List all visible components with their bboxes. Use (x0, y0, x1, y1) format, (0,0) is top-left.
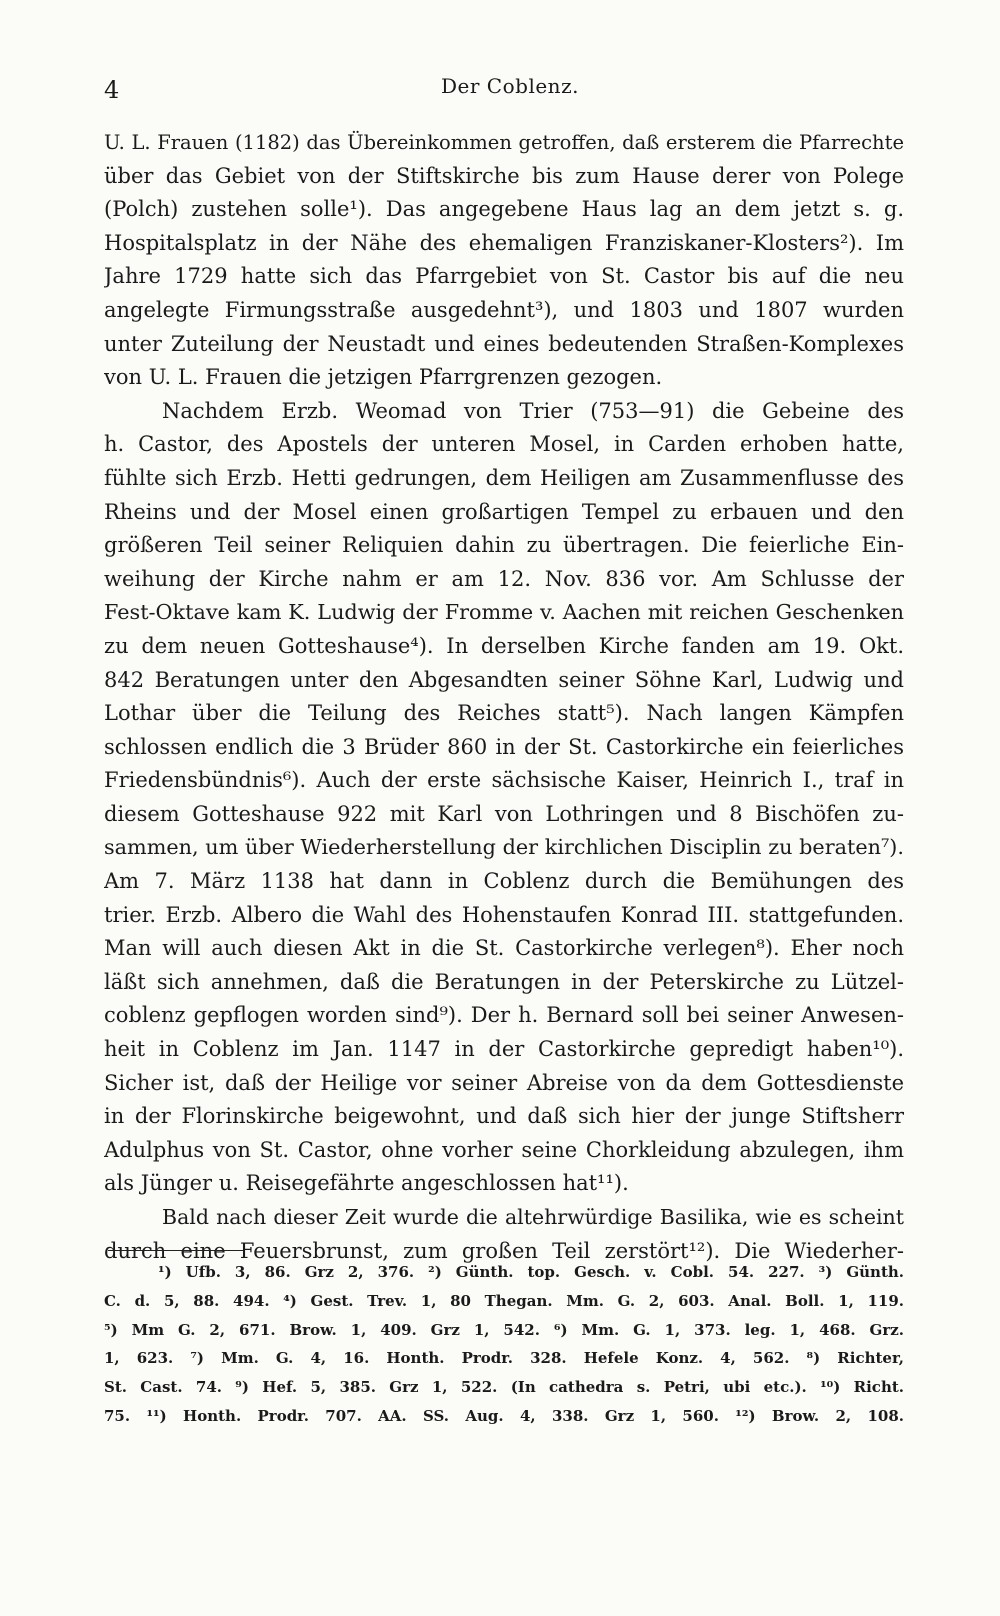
footnote-rule (108, 1250, 243, 1251)
body-line: Lothar über die Teilung des Reiches statt⁵). Nach langen Kämpfen (104, 701, 904, 726)
body-line: Hospitalsplatz in der Nähe des ehemaligen Franziskaner-Klosters²). Im (104, 230, 904, 255)
body-line: sammen, um über Wiederherstellung der kirchlichen Disciplin zu beraten⁷). (104, 835, 904, 860)
body-line: Bald nach dieser Zeit wurde die altehrwürdige Basilika, wie es scheint (162, 1205, 904, 1229)
body-line: h. Castor, des Apostels der unteren Mosel, in Carden erhoben hatte, (104, 432, 904, 457)
body-line: heit in Coblenz im Jan. 1147 in der Castorkirche gepredigt haben¹⁰). (104, 1037, 904, 1062)
body-line: fühlte sich Erzb. Hetti gedrungen, dem Heiligen am Zusammenflusse des (104, 465, 904, 490)
body-line: schlossen endlich die 3 Brüder 860 in der St. Castorkirche ein feierliches (104, 734, 904, 759)
body-line: Adulphus von St. Castor, ohne vorher seine Chorkleidung abzulegen, ihm (104, 1137, 904, 1162)
body-line: diesem Gotteshause 922 mit Karl von Lothringen und 8 Bischöfen zu- (104, 801, 904, 826)
body-line: U. L. Frauen (1182) das Übereinkommen getroffen, daß ersterem die Pfarrechte (104, 131, 904, 154)
body-text (104, 126, 904, 1268)
body-line: von U. L. Frauen die jetzigen Pfarrgrenzen gezogen. (104, 365, 663, 390)
footnote-line: ¹) Ufb. 3, 86. Grz 2, 376. ²) Günth. top. Gesch. v. Cobl. 54. 227. ³) Günth. (158, 1263, 904, 1281)
body-line: Nachdem Erzb. Weomad von Trier (753—91) die Gebeine des (162, 398, 904, 423)
body-line: Sicher ist, daß der Heilige vor seiner Abreise von da dem Gottesdienste (104, 1070, 904, 1095)
page-number: 4 (104, 76, 120, 104)
body-line: Man will auch diesen Akt in die St. Castorkirche verlegen⁸). Eher noch (104, 936, 904, 961)
body-line: trier. Erzb. Albero die Wahl des Hohenstaufen Konrad III. stattgefunden. (104, 902, 904, 927)
body-line: Fest-Oktave kam K. Ludwig der Fromme v. Aachen mit reichen Geschenken (104, 600, 904, 625)
body-line: zu dem neuen Gotteshause⁴). In derselben Kirche fanden am 19. Okt. (104, 633, 904, 658)
body-line: weihung der Kirche nahm er am 12. Nov. 836 vor. Am Schlusse der (104, 566, 904, 591)
running-head: Der Coblenz. (441, 74, 579, 98)
body-line: größeren Teil seiner Reliquien dahin zu übertragen. Die feierliche Ein- (104, 533, 904, 558)
body-line: in der Florinskirche beigewohnt, und daß sich hier der junge Stiftsherr (104, 1104, 904, 1129)
footnote-line: St. Cast. 74. ⁹) Hef. 5, 385. Grz 1, 522. (In cathedra s. Petri, ubi etc.). ¹⁰) Richt. (104, 1378, 904, 1397)
body-line: läßt sich annehmen, daß die Beratungen in der Peterskirche zu Lützel- (104, 969, 904, 994)
body-line: angelegte Firmungsstraße ausgedehnt³), und 1803 und 1807 wurden (104, 297, 904, 322)
body-line: (Polch) zustehen solle¹). Das angegebene Haus lag an dem jetzt s. g. (104, 197, 904, 222)
footnote-line: C. d. 5, 88. 494. ⁴) Gest. Trev. 1, 80 Thegan. Mm. G. 2, 603. Anal. Boll. 1, 119. (104, 1291, 904, 1310)
body-line: 842 Beratungen unter den Abgesandten seiner Söhne Karl, Ludwig und (104, 667, 904, 692)
footnote-line: ⁵) Mm G. 2, 671. Brow. 1, 409. Grz 1, 542. ⁶) Mm. G. 1, 373. leg. 1, 468. Grz. (104, 1320, 904, 1339)
footnote-line: 75. ¹¹) Honth. Prodr. 707. AA. SS. Aug. 4, 338. Grz 1, 560. ¹²) Brow. 2, 108. (104, 1406, 904, 1425)
body-line: als Jünger u. Reisegefährte angeschlossen hat¹¹). (104, 1171, 629, 1196)
footnote-line: 1, 623. ⁷) Mm. G. 4, 16. Honth. Prodr. 328. Hefele Konz. 4, 562. ⁸) Richter, (104, 1349, 904, 1368)
body-line: über das Gebiet von der Stiftskirche bis zum Hause derer von Polege (104, 163, 904, 188)
body-line: Rheins und der Mosel einen großartigen Tempel zu erbauen und den (104, 499, 904, 524)
body-line: durch eine Feuersbrunst, zum großen Teil zerstört¹²). Die Wiederher- (104, 1238, 904, 1263)
body-line: coblenz gepflogen worden sind⁹). Der h. Bernard soll bei seiner Anwesen- (104, 1003, 904, 1028)
body-line: Friedensbündnis⁶). Auch der erste sächsische Kaiser, Heinrich I., traf in (104, 768, 904, 793)
body-line: Jahre 1729 hatte sich das Pfarrgebiet von St. Castor bis auf die neu (104, 264, 904, 289)
body-line: Am 7. März 1138 hat dann in Coblenz durch die Bemühungen des (104, 869, 904, 894)
footnotes (104, 1258, 904, 1431)
body-line: unter Zuteilung der Neustadt und eines bedeutenden Straßen-Komplexes (104, 331, 904, 356)
